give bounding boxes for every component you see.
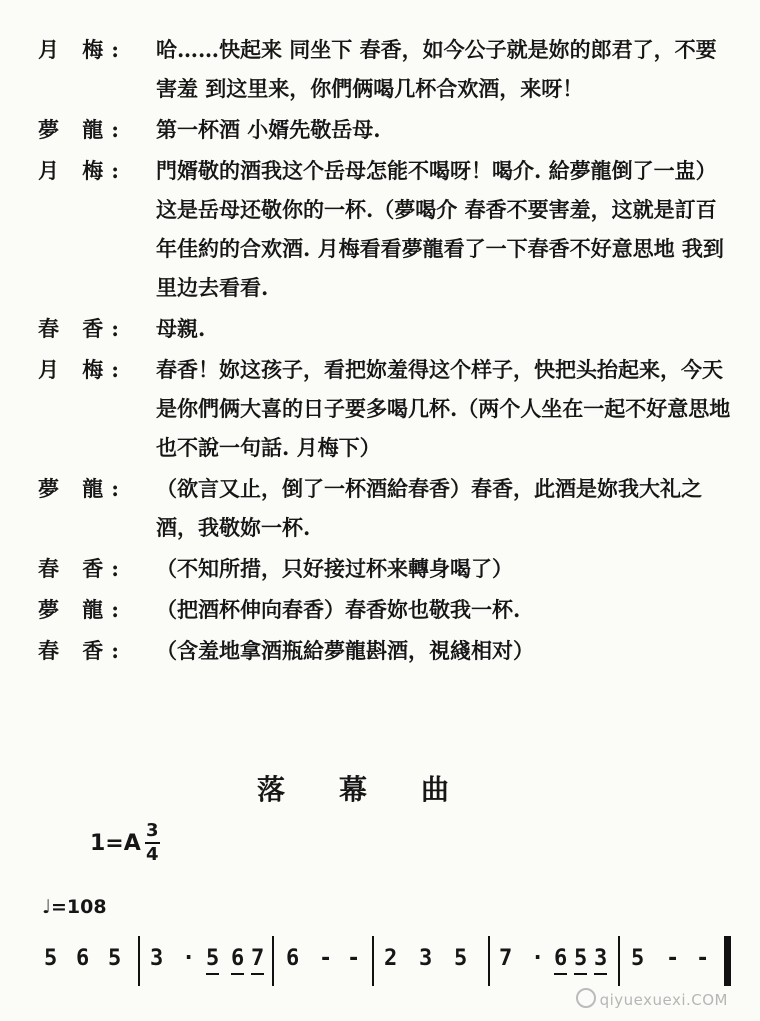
note: 6 — [286, 946, 300, 971]
note: 7 — [251, 946, 264, 975]
note: 2 — [384, 946, 398, 971]
watermark — [576, 988, 728, 1009]
speech-text: 第一杯酒 小婿先敬岳母. — [156, 117, 381, 142]
barline — [272, 936, 274, 986]
speech-text: （含羞地拿酒瓶給夢龍斟酒，視綫相对） — [156, 638, 534, 663]
dialogue-entry — [0, 469, 760, 547]
note: 6 — [231, 946, 244, 975]
note: 3 — [419, 946, 433, 971]
speech-text: 母親. — [156, 316, 206, 341]
dialogue-entry — [0, 30, 760, 108]
note: 5 — [631, 946, 645, 971]
tempo-marking: ♩=108 — [42, 896, 107, 918]
dialogue-entry — [0, 151, 760, 307]
note: 6 — [76, 946, 90, 971]
barline — [618, 936, 620, 986]
note: · — [531, 946, 545, 971]
note: - — [666, 946, 680, 971]
speaker-name: 春 香: — [38, 316, 128, 341]
note: 5 — [44, 946, 58, 971]
note: 5 — [206, 946, 219, 975]
speech-text: （欲言又止，倒了一杯酒給春香）春香，此酒是妳我大礼之酒，我敬妳一杯. — [156, 476, 702, 540]
barline — [138, 936, 140, 986]
note: 5 — [454, 946, 468, 971]
speech-text: 春香！妳这孩子，看把妳羞得这个样子，快把头抬起来，今天是你們俩大喜的日子要多喝几杯.（两个人坐在一起不好意思地也不說一句話. 月梅下） — [156, 357, 731, 460]
speech-text: 哈……快起来 同坐下 春香，如今公子就是妳的郎君了，不要害羞 到这里来，你們俩喝几杯合欢酒，来呀！ — [156, 37, 717, 101]
speaker-name: 春 香: — [38, 638, 128, 663]
dialogue-entry — [0, 631, 760, 670]
note: 6 — [554, 946, 567, 975]
dialogue-entry — [0, 590, 760, 629]
note: 5 — [108, 946, 122, 971]
q-icon — [576, 988, 596, 1008]
piece-title: 落幕曲 — [256, 773, 503, 806]
speaker-name: 春 香: — [38, 556, 128, 581]
time-signature — [145, 822, 160, 864]
speaker-name: 月 梅: — [38, 37, 128, 62]
note: - — [347, 946, 361, 971]
dialogue-section — [0, 30, 760, 672]
speaker-name: 月 梅: — [38, 357, 128, 382]
speaker-name: 夢 龍: — [38, 476, 128, 501]
note: 7 — [499, 946, 513, 971]
note: 3 — [150, 946, 164, 971]
note: 5 — [574, 946, 587, 975]
notation-line — [44, 936, 734, 988]
barline — [488, 936, 490, 986]
watermark-text: qiyuexuexi.COM — [599, 991, 728, 1009]
dialogue-entry — [0, 309, 760, 348]
dialogue-entry — [0, 350, 760, 467]
barline — [372, 936, 374, 986]
dialogue-entry — [0, 549, 760, 588]
final-barline — [724, 936, 731, 986]
speech-text: （不知所措，只好接过杯来轉身喝了） — [156, 556, 513, 581]
speaker-name: 月 梅: — [38, 158, 128, 183]
note: · — [182, 946, 196, 971]
speaker-name: 夢 龍: — [38, 597, 128, 622]
time-top: 3 — [146, 820, 159, 841]
speech-text: （把酒杯伸向春香）春香妳也敬我一杯. — [156, 597, 521, 622]
note: 3 — [594, 946, 607, 975]
time-bottom: 4 — [146, 844, 159, 865]
note: - — [696, 946, 710, 971]
key-text: 1=A — [90, 830, 141, 856]
note: - — [319, 946, 333, 971]
speech-text: 門婿敬的酒我这个岳母怎能不喝呀！喝介. 給夢龍倒了一盅）这是岳母还敬你的一杯.（夢喝介 春香不要害羞，这就是訂百年佳約的合欢酒. 月梅看看夢龍看了一下春香不好意思地 我到里边去看看. — [156, 158, 724, 300]
dialogue-entry — [0, 110, 760, 149]
speaker-name: 夢 龍: — [38, 117, 128, 142]
key-signature — [90, 822, 160, 864]
